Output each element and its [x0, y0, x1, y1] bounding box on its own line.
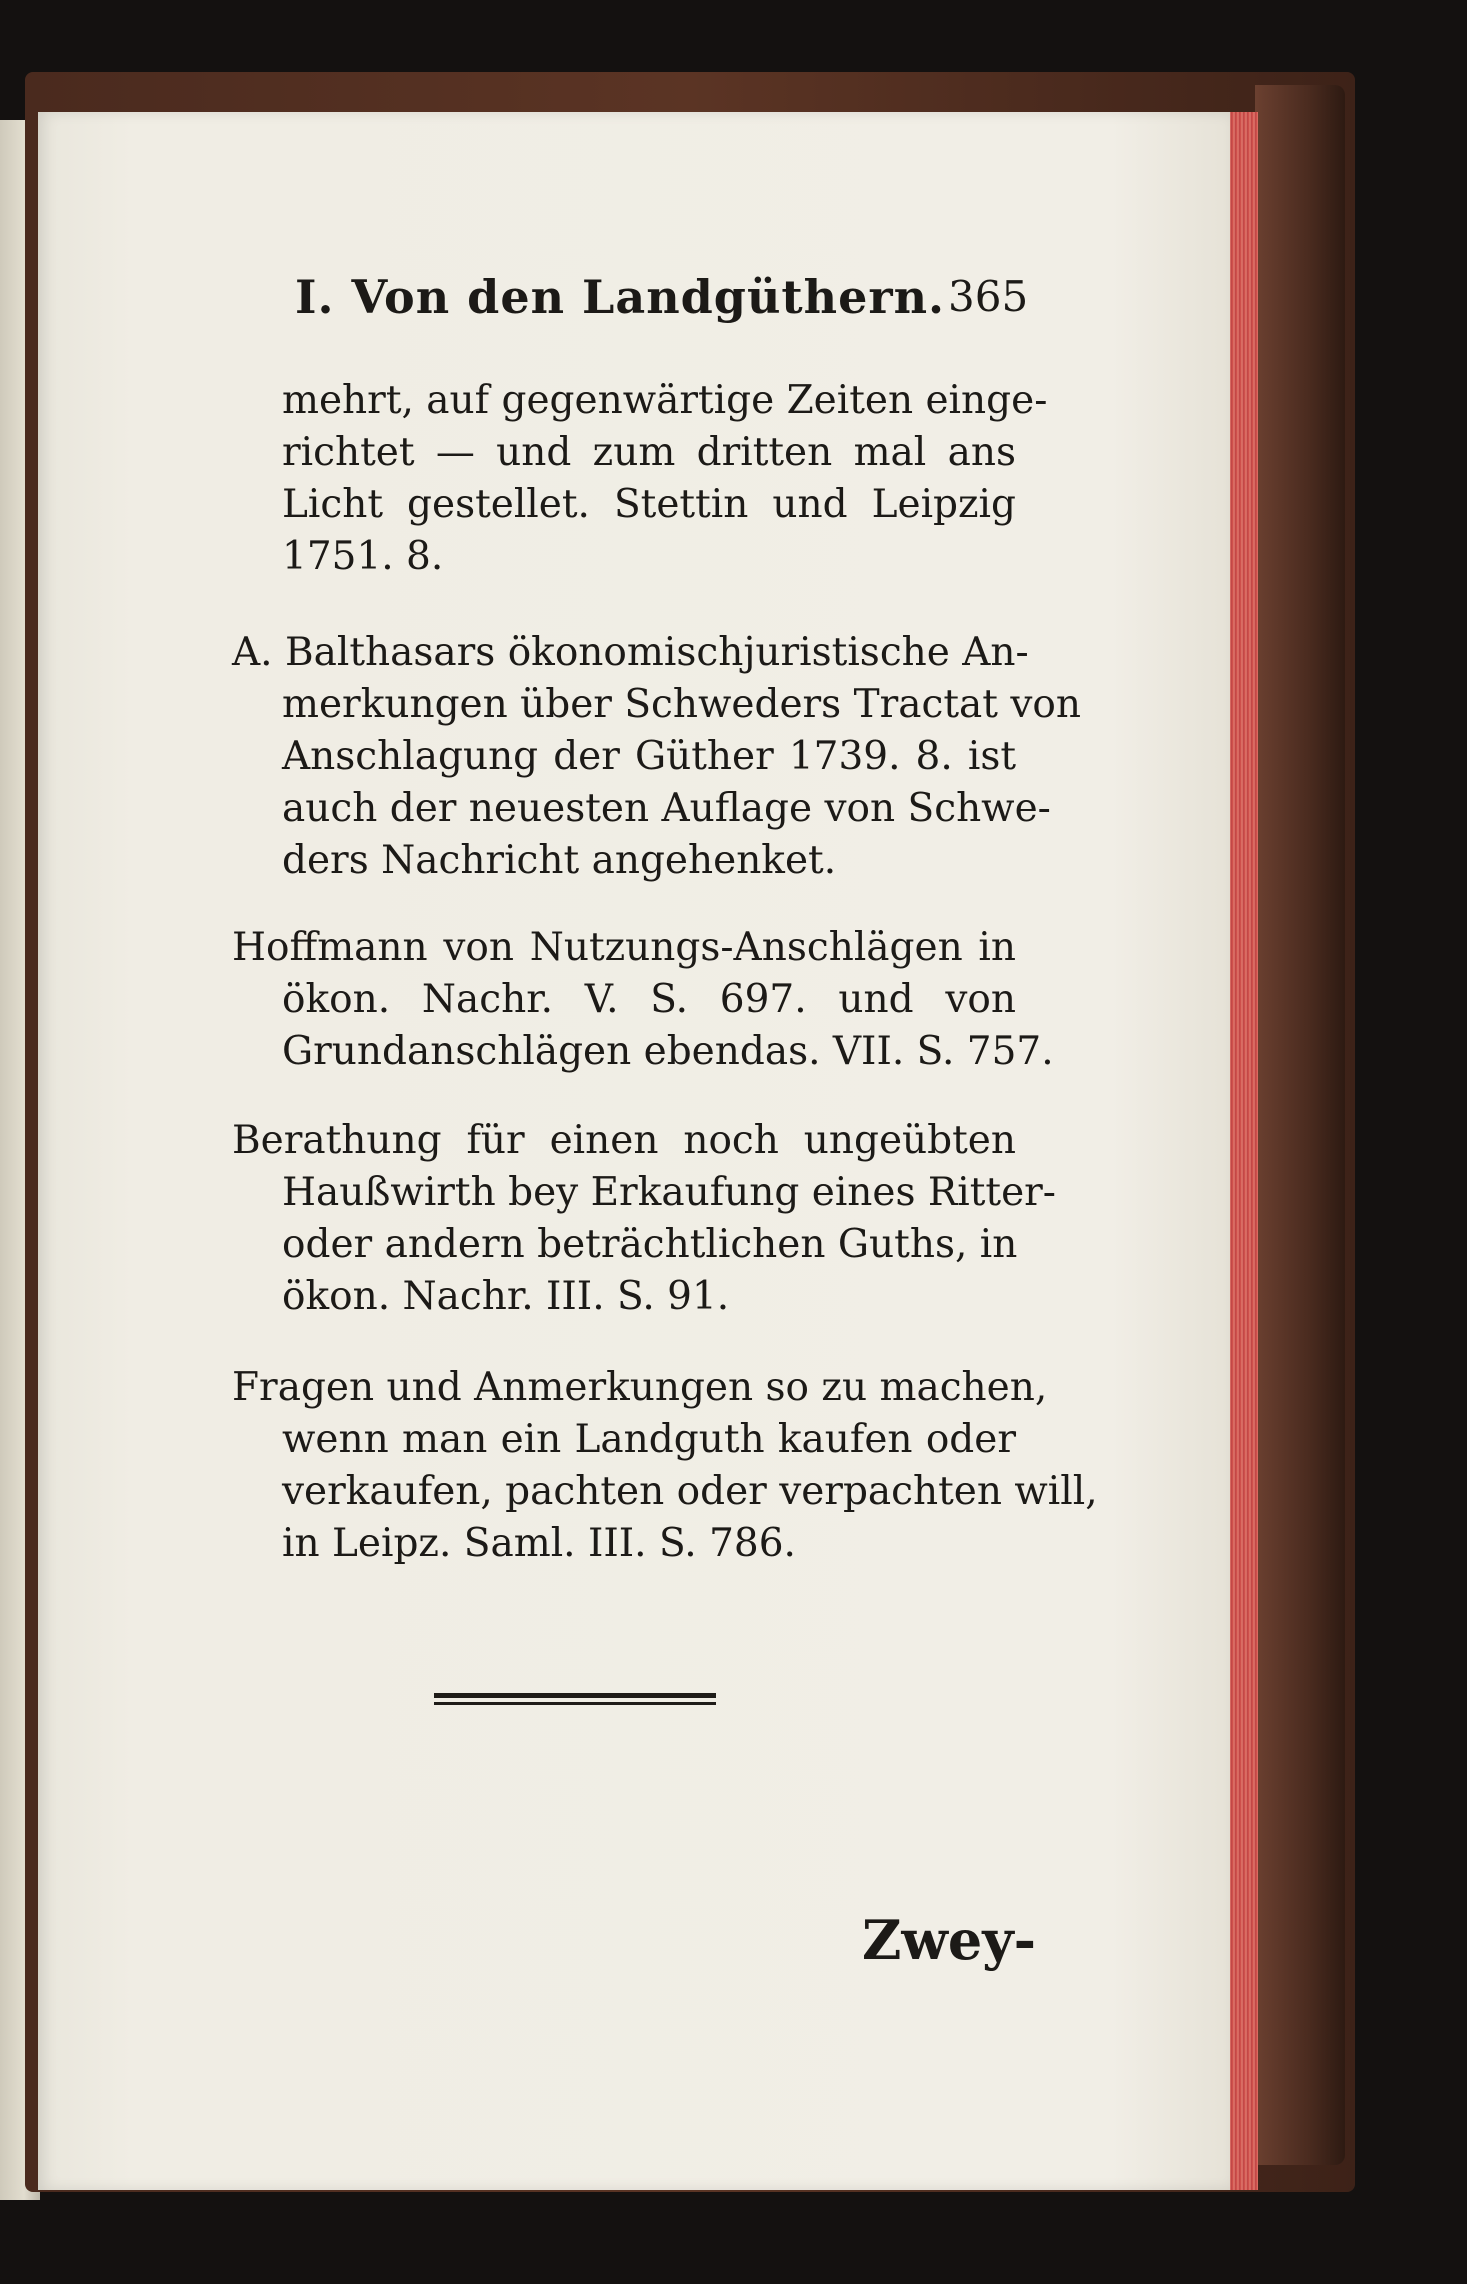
page-number: 365	[948, 272, 1029, 321]
entry-line: mehrt, auf gegenwärtige Zeiten einge-	[282, 378, 1048, 423]
entry-first-line: A. Balthasars ökonomischjuristische An-	[232, 630, 1029, 675]
entry-line: auch der neuesten Auflage von Schwe-	[282, 786, 1051, 831]
entry-line: ders Nachricht angehenket.	[282, 838, 837, 883]
entry-line: 1751. 8.	[282, 534, 444, 579]
entry-first-line: Hoffmann von Nutzungs-Anschlägen in	[232, 925, 1016, 970]
entry-line: ökon. Nachr. V. S. 697. und von	[282, 977, 1016, 1022]
entry-line: Grundanschlägen ebendas. VII. S. 757.	[282, 1029, 1054, 1074]
catchword: Zwey-	[862, 1908, 1037, 1972]
section-divider	[434, 1702, 716, 1705]
entry-line: wenn man ein Landguth kaufen oder	[282, 1417, 1016, 1462]
book-spine-edge	[1255, 85, 1345, 2165]
entry-line: in Leipz. Saml. III. S. 786.	[282, 1521, 796, 1566]
entry-first-line: Fragen und Anmerkungen so zu machen,	[232, 1365, 1048, 1410]
entry-line: richtet — und zum dritten mal ans	[282, 430, 1016, 475]
entry-line: Licht gestellet. Stettin und Leipzig	[282, 482, 1016, 527]
entry-line: Anschlagung der Güther 1739. 8. ist	[282, 734, 1016, 779]
entry-line: merkungen über Schweders Tractat von	[282, 682, 1081, 727]
entry-line: ökon. Nachr. III. S. 91.	[282, 1274, 730, 1319]
entry-line: Haußwirth bey Erkaufung eines Ritter-	[282, 1170, 1056, 1215]
entry-line: oder andern beträchtlichen Guths, in	[282, 1222, 1018, 1267]
red-page-edges	[1228, 112, 1258, 2190]
entry-line: verkaufen, pachten oder verpachten will,	[282, 1469, 1098, 1514]
entry-first-line: Berathung für einen noch ungeübten	[232, 1118, 1016, 1163]
running-head: I. Von den Landgüthern.	[295, 270, 946, 324]
section-divider	[434, 1693, 716, 1698]
